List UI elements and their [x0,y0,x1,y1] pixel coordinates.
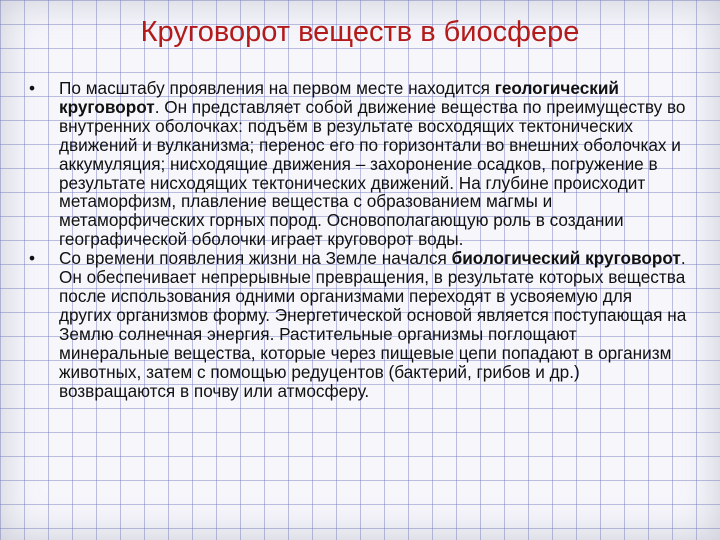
bullet-list [28,79,688,400]
bullet-item-geological [28,79,688,249]
bullet-marker: • [29,78,36,98]
bullet-text-intro: По масштабу проявления на первом месте находится [59,78,495,98]
bullet-text-body: . Он обеспечивает непрерывные превращения, в результате которых вещества после использования одними организмами переходят в усвояемую для других организмов форму. Энергетической основой является поступающая на Землю солнечная энергия. Растительные организмы поглощают минеральные вещества, которые через пищевые цепи попадают в организм животных, затем с помощью редуцентов (бактерий, грибов и др.) возвращаются в почву или атмосферу. [59,248,687,401]
bullet-term-biological: биологический круговорот [451,248,681,269]
slide-title: Круговорот веществ в биосфере [140,16,580,48]
bullet-term-geological: геологический круговорот [59,78,619,117]
bullet-text-body: . Он представляет собой движение вещества по преимуществу во внутренних оболочках: подъём в результате восходящих тектонических движений и вулканизма; перенос его по горизонтали во внешних оболочках и аккумуляция; нисходящие движения – захоронение осадков, погружение в результате нисходящих тектонических движений. На глубине происходит метаморфизм, плавление вещества с образованием магмы и метаморфических горных пород. Основополагающую роль в создании географической оболочки играет круговорот воды. [59,96,686,250]
bullet-text-intro: Со времени появления жизни на Земле начался [59,248,452,269]
bullet-marker: • [29,248,36,269]
bullet-item-biological [28,249,688,400]
